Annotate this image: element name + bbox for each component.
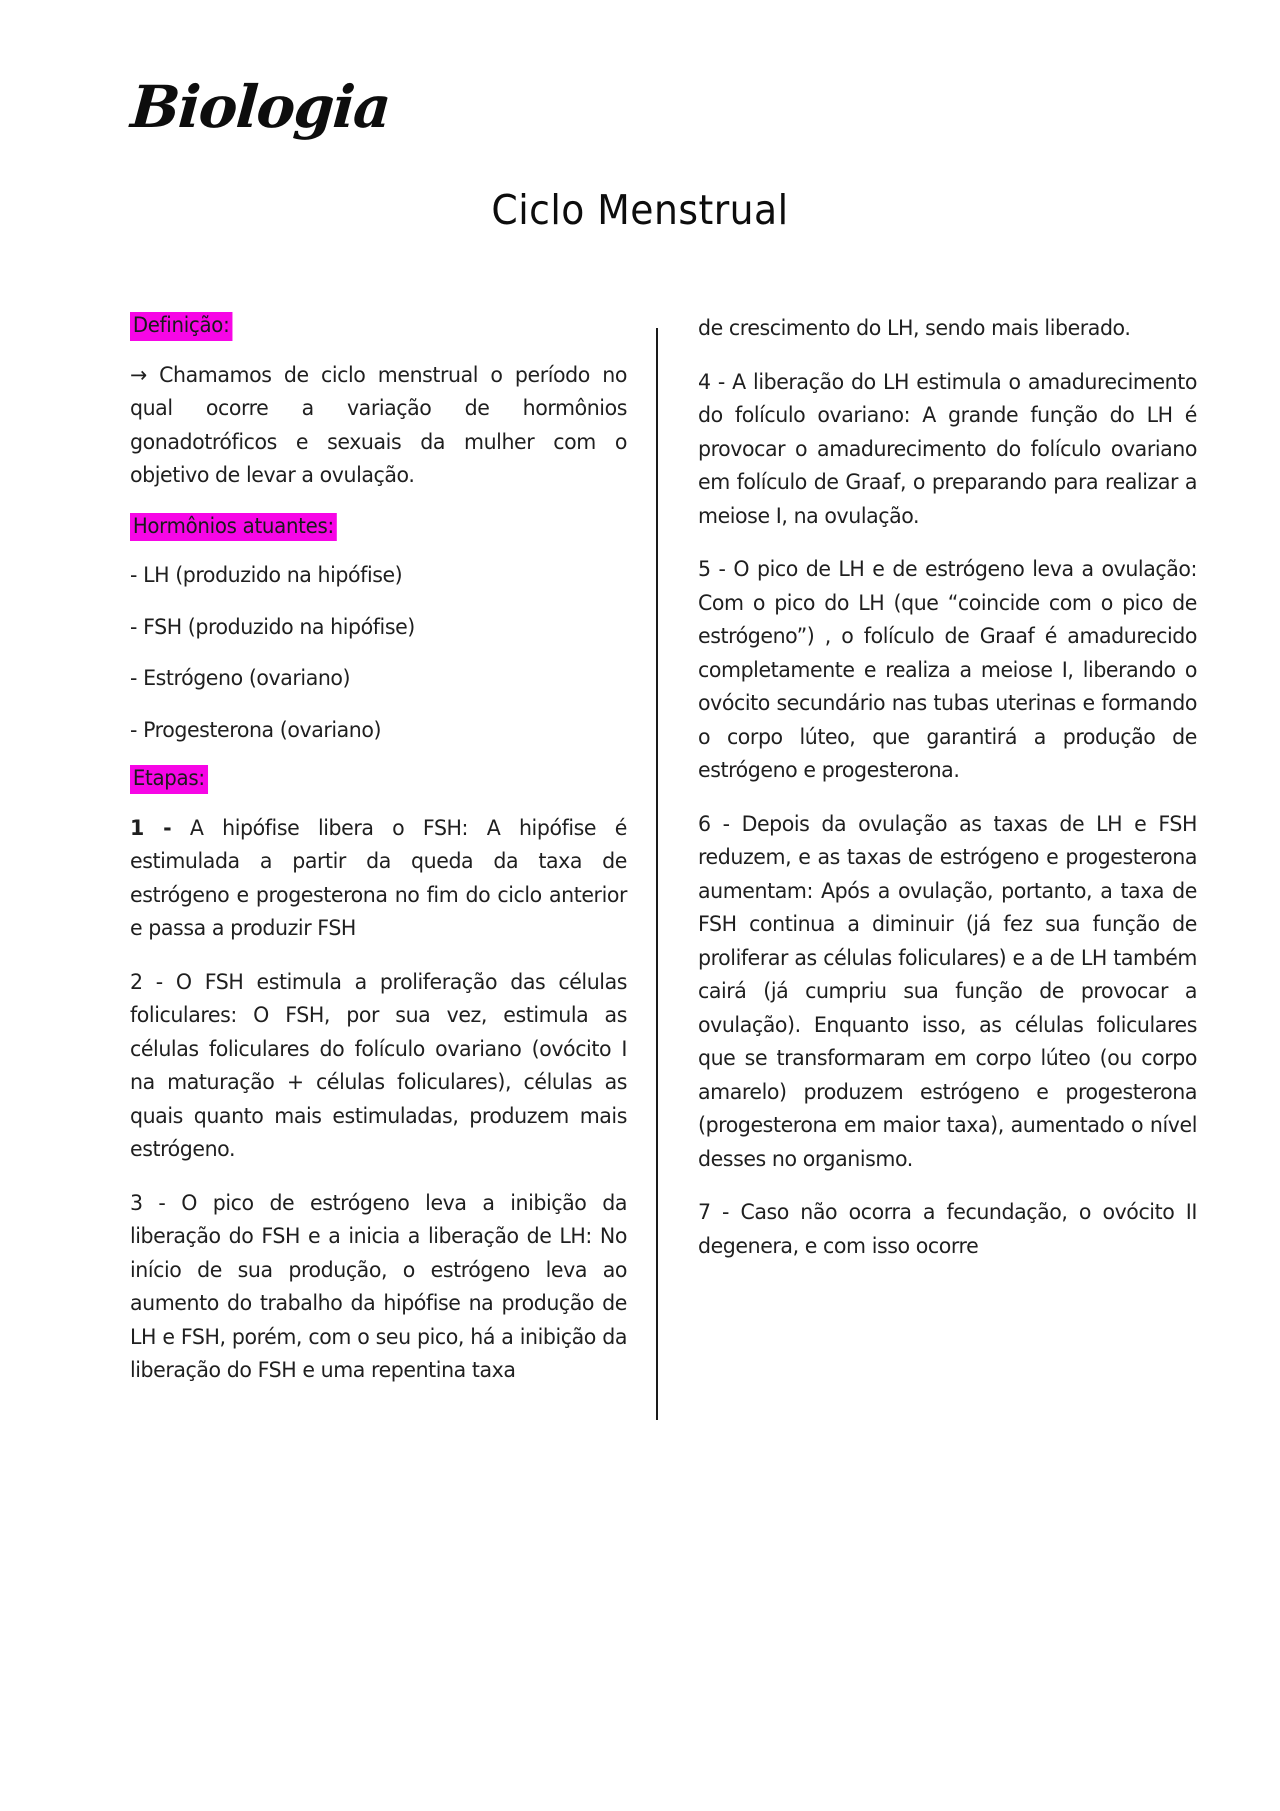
- step-number-4: 4 -: [698, 369, 725, 395]
- step-paragraph-4: [698, 366, 1197, 534]
- list-item: - LH (produzido na hipófise): [130, 563, 403, 589]
- continuation-paragraph: de crescimento do LH, sendo mais liberado.: [698, 316, 1131, 341]
- page-header: [0, 0, 1280, 300]
- step-text-7: Caso não ocorra a fecundação, o ovócito II degenera, e com isso ocorre: [698, 1200, 1198, 1259]
- right-column: [698, 312, 1208, 1422]
- section-heading-hormonios: Hormônios atuantes:: [130, 513, 337, 542]
- step-paragraph-5: [698, 553, 1197, 788]
- step-number-7: 7 -: [698, 1200, 730, 1225]
- list-item: - FSH (produzido na hipófise): [130, 614, 415, 640]
- step-paragraph-2: [130, 966, 627, 1167]
- step-text-6: Depois da ovulação as taxas de LH e FSH reduzem, e as taxas de estrógeno e progesterona aumentam: Após a ovulação, portanto, a taxa de FSH continua a diminuir (já fez sua função de proliferar as células foliculares) e a de LH também cairá (já cumpriu sua função de provocar a ovulação). Enquanto isso, as células foliculares que se transformaram em corpo lúteo (ou corpo amarelo) produzem estrógeno e progesterona (progesterona em maior taxa), aumentado o nível desses no organismo.: [698, 811, 1197, 1172]
- definicao-paragraph: → Chamamos de ciclo menstrual o período no qual ocorre a variação de hormônios gonadotróficos e sexuais da mulher com o objetivo de levar a ovulação.: [130, 362, 627, 489]
- step-paragraph-1: [130, 812, 627, 946]
- step-number-2: 2 -: [130, 969, 163, 995]
- step-text-5: O pico de LH e de estrógeno leva a ovulação: Com o pico do LH (que “coincide com o pico de estrógeno”) , o folículo de Graaf é amadurecido completamente e realiza a meiose I, liberando o ovócito secundário nas tubas uterinas e formando o corpo lúteo, que garantirá a produção de estrógeno e progesterona.: [698, 557, 1197, 783]
- page-subtitle: Ciclo Menstrual: [491, 186, 789, 234]
- section-heading-etapas: Etapas:: [130, 765, 208, 794]
- step-paragraph-6: [698, 808, 1197, 1177]
- column-divider: [656, 328, 658, 1420]
- list-item: - Progesterona (ovariano): [130, 717, 382, 743]
- step-text-1: A hipófise libera o FSH: A hipófise é estimulada a partir da queda da taxa de estrógeno e progesterona no fim do ciclo anterior e passa a produzir FSH: [130, 815, 627, 942]
- step-number-3: 3 -: [130, 1190, 166, 1216]
- two-column-body: [0, 312, 1280, 1422]
- step-paragraph-3: [130, 1187, 627, 1388]
- step-paragraph-7: [698, 1196, 1197, 1263]
- step-text-2: O FSH estimula a proliferação das células foliculares: O FSH, por sua vez, estimula as células foliculares do folículo ovariano (ovócito I na maturação + células foliculares), células as quais quanto mais estimuladas, produzem mais estrógeno.: [130, 969, 628, 1163]
- step-text-4: A liberação do LH estimula o amadurecimento do folículo ovariano: A grande função do LH é provocar o amadurecimento do folículo ovariano em folículo de Graaf, o preparando para realizar a meiose I, na ovulação.: [698, 369, 1198, 529]
- list-item: - Estrógeno (ovariano): [130, 666, 351, 692]
- step-number-6: 6 -: [698, 811, 730, 837]
- page-title: Biologia: [128, 73, 393, 141]
- left-column: [130, 312, 640, 1422]
- section-heading-definicao: Definição:: [130, 312, 232, 341]
- step-text-3: O pico de estrógeno leva a inibição da liberação do FSH e a inicia a liberação de LH: No início de sua produção, o estrógeno leva ao aumento do trabalho da hipófise na produção de LH e FSH, porém, com o seu pico, há a inibição da liberação do FSH e uma repentina taxa: [130, 1190, 628, 1384]
- step-number-1: 1 -: [130, 815, 172, 841]
- step-number-5: 5 -: [698, 557, 726, 582]
